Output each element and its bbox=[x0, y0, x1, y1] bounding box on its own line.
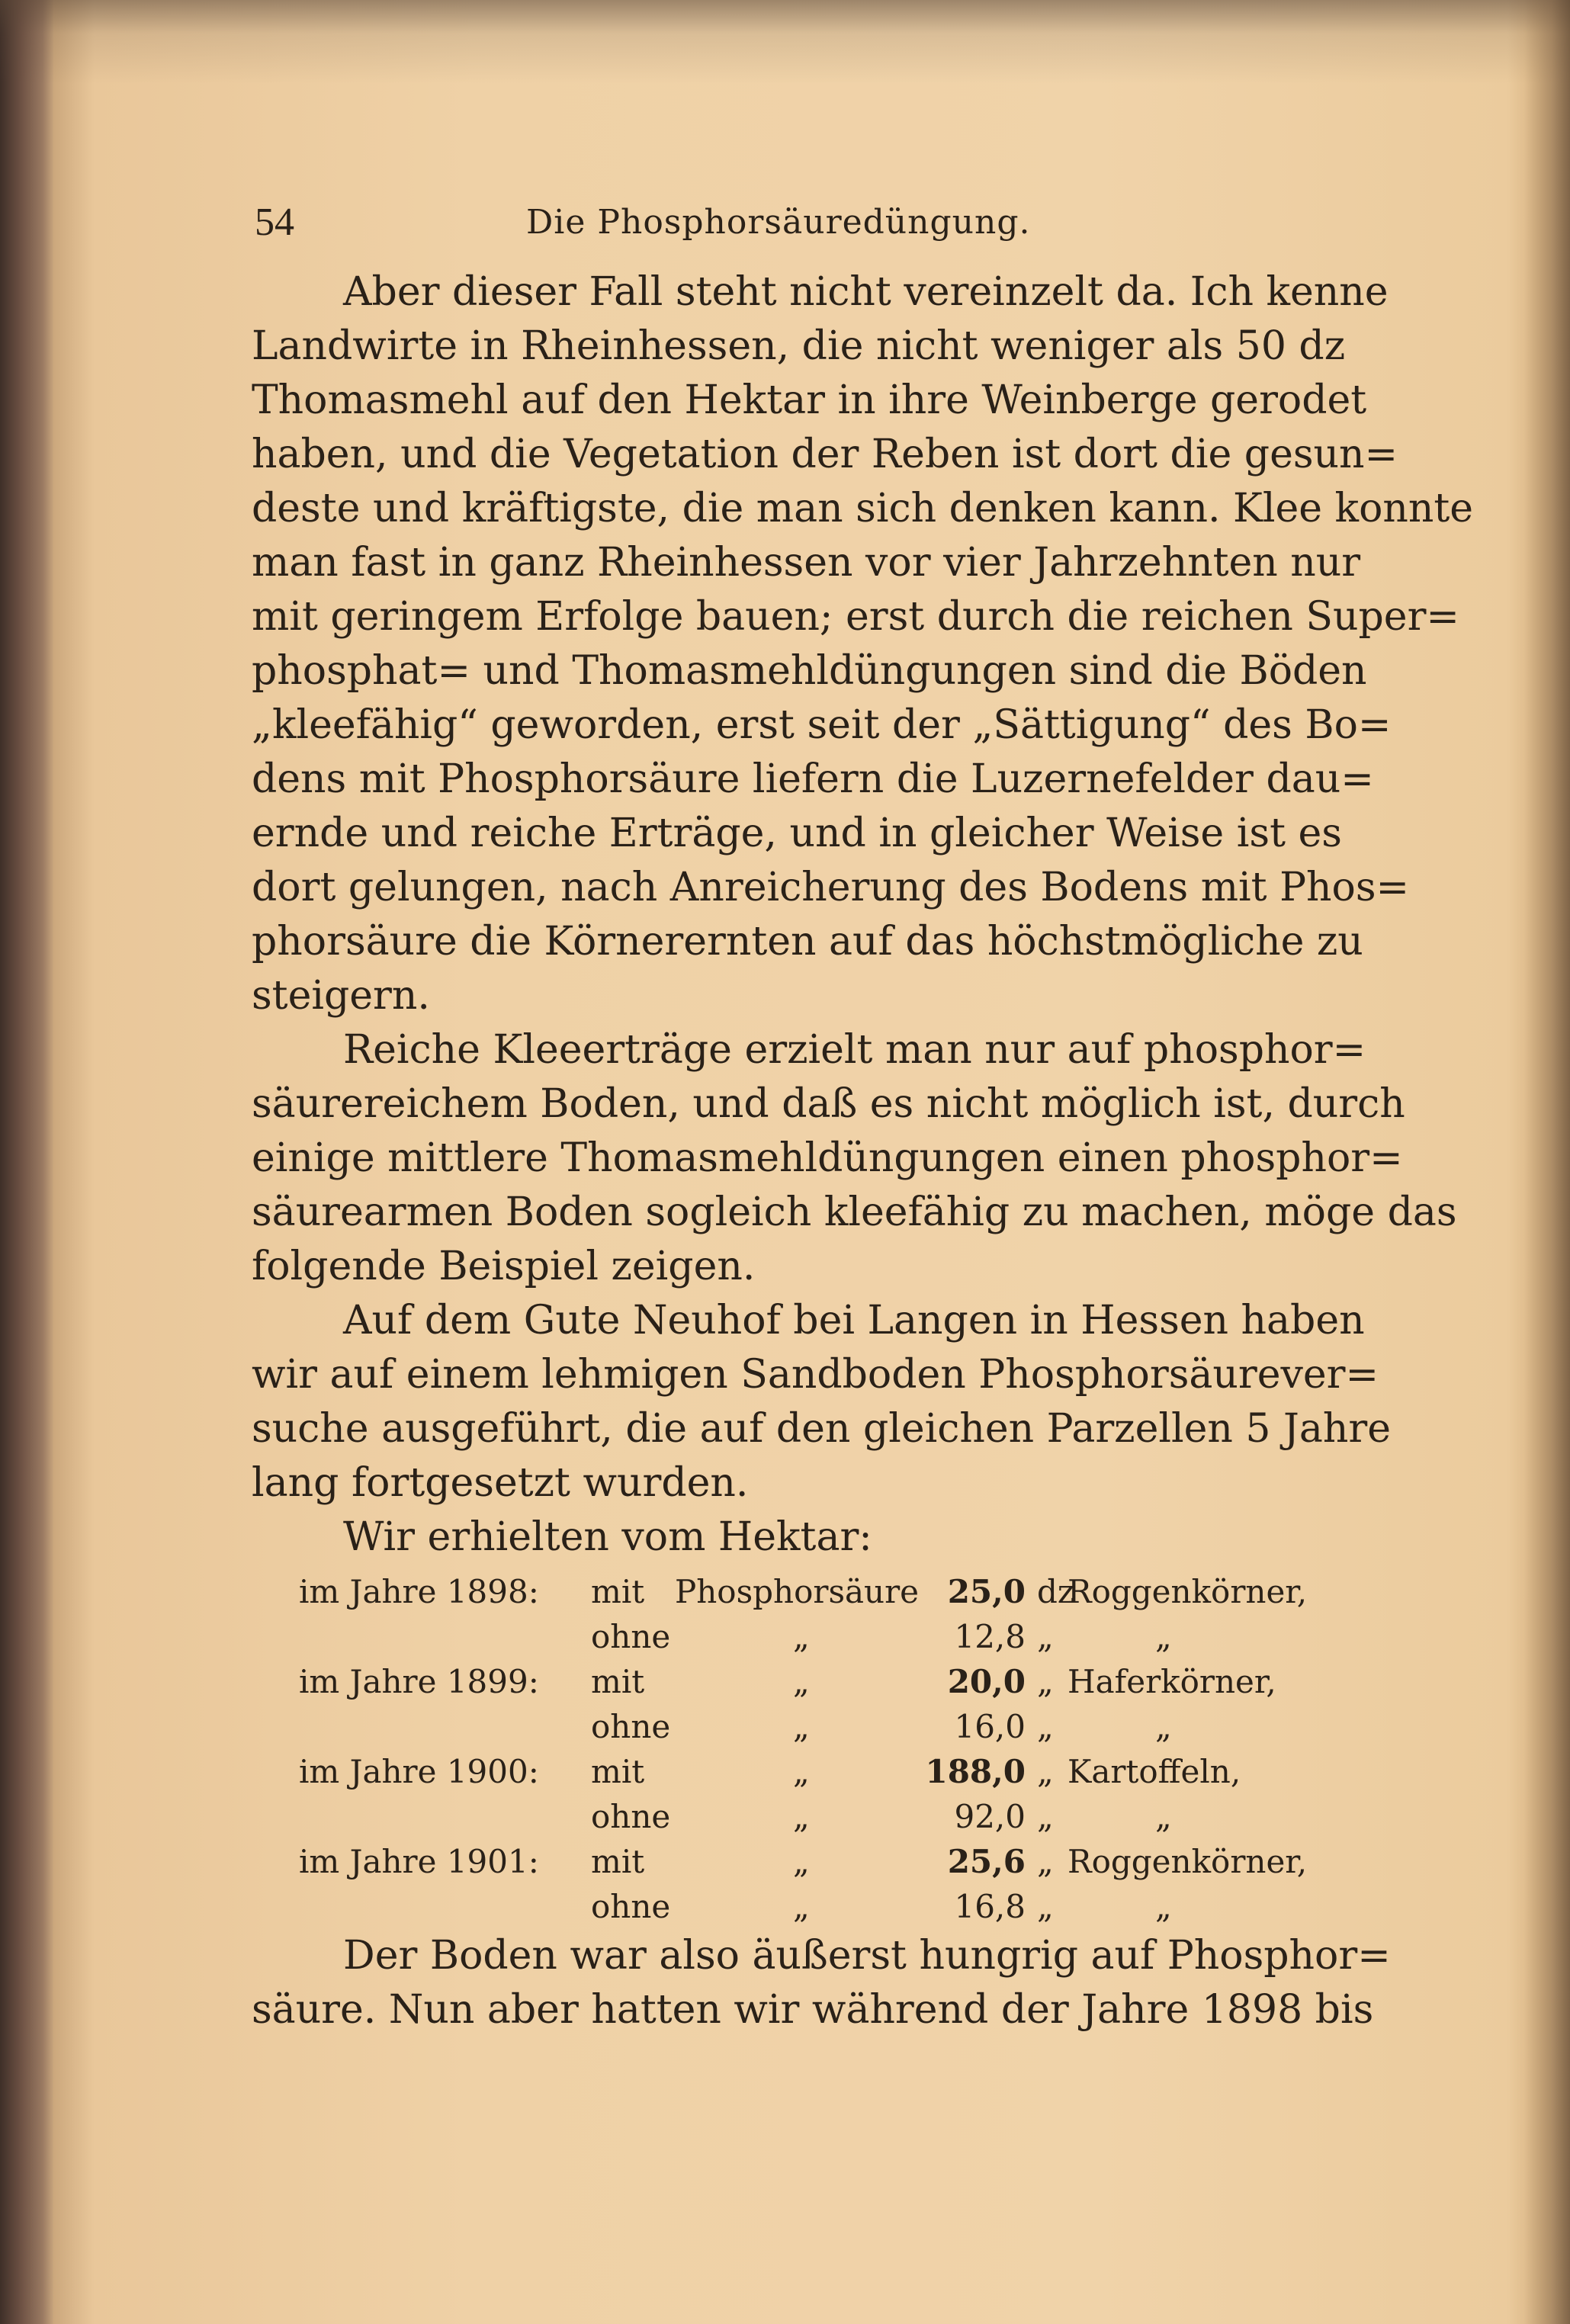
text-line: suche ausgeführt, die auf den gleichen Parzellen 5 Jahre bbox=[252, 1406, 1391, 1452]
text-line: wir auf einem lehmigen Sandboden Phosphorsäurever= bbox=[252, 1352, 1379, 1398]
crop-cell: Haferkörner, bbox=[1068, 1663, 1276, 1700]
table-row bbox=[252, 1704, 1342, 1749]
yield-value-cell: 25,0 bbox=[947, 1573, 1026, 1610]
paragraph-1 bbox=[252, 265, 1474, 1023]
treatment-cell: ohne bbox=[591, 1888, 671, 1925]
text-line: phosphat= und Thomasmehldüngungen sind die Böden bbox=[252, 648, 1367, 694]
year-cell: im Jahre 1898: bbox=[299, 1573, 539, 1610]
text-line: dens mit Phosphorsäure liefern die Luzernefelder dau= bbox=[252, 756, 1374, 802]
text-line: säurereichem Boden, und daß es nicht möglich ist, durch bbox=[252, 1081, 1405, 1127]
paragraph-5 bbox=[252, 1929, 1391, 2037]
text-line: „kleefähig“ geworden, erst seit der „Sättigung“ des Bo= bbox=[252, 702, 1392, 748]
year-cell: im Jahre 1899: bbox=[299, 1663, 539, 1700]
yield-value-cell: 92,0 bbox=[954, 1798, 1026, 1835]
page-top-shadow bbox=[0, 0, 1570, 84]
unit-cell: „ bbox=[1037, 1888, 1054, 1925]
crop-ditto-mark: „ bbox=[1155, 1888, 1172, 1925]
yield-value-cell: 25,6 bbox=[947, 1843, 1026, 1880]
text-line: säure. Nun aber hatten wir während der Jahre 1898 bis bbox=[252, 1987, 1374, 2033]
text-line: Aber dieser Fall steht nicht vereinzelt da. Ich kenne bbox=[343, 269, 1389, 315]
year-cell: im Jahre 1900: bbox=[299, 1753, 539, 1790]
text-line: haben, und die Vegetation der Reben ist dort die gesun= bbox=[252, 432, 1398, 477]
yield-table bbox=[252, 1569, 1342, 1929]
ditto-mark: „ bbox=[793, 1888, 810, 1925]
unit-cell: „ bbox=[1037, 1843, 1054, 1880]
treatment-cell: mit bbox=[591, 1843, 645, 1880]
unit-cell: „ bbox=[1037, 1798, 1054, 1835]
text-line: dort gelungen, nach Anreicherung des Bodens mit Phos= bbox=[252, 865, 1410, 910]
ditto-mark: „ bbox=[793, 1663, 810, 1700]
table-row bbox=[252, 1659, 1342, 1704]
text-line: Thomasmehl auf den Hektar in ihre Weinberge gerodet bbox=[252, 377, 1367, 423]
paragraph-3 bbox=[252, 1294, 1391, 1510]
text-line: man fast in ganz Rheinhessen vor vier Jahrzehnten nur bbox=[252, 540, 1361, 586]
running-title: Die Phosphorsäuredüngung. bbox=[526, 203, 1031, 242]
yield-value-cell: 188,0 bbox=[925, 1753, 1026, 1790]
year-cell: im Jahre 1901: bbox=[299, 1843, 539, 1880]
table-row bbox=[252, 1569, 1342, 1614]
table-row bbox=[252, 1884, 1342, 1929]
page-content bbox=[252, 183, 1474, 2037]
treatment-cell: ohne bbox=[591, 1798, 671, 1835]
text-line: Wir erhielten vom Hektar: bbox=[343, 1514, 872, 1560]
text-line: einige mittlere Thomasmehldüngungen einen phosphor= bbox=[252, 1135, 1403, 1181]
ditto-mark: „ bbox=[793, 1798, 810, 1835]
crop-cell: Roggenkörner, bbox=[1068, 1843, 1308, 1880]
substance-cell: Phosphorsäure bbox=[675, 1573, 920, 1610]
text-line: folgende Beispiel zeigen. bbox=[252, 1244, 756, 1289]
crop-ditto-mark: „ bbox=[1155, 1708, 1172, 1745]
table-row bbox=[252, 1839, 1342, 1884]
text-line: Der Boden war also äußerst hungrig auf Phosphor= bbox=[343, 1933, 1391, 1979]
yield-value-cell: 12,8 bbox=[954, 1618, 1026, 1655]
text-line: Reiche Kleeerträge erzielt man nur auf phosphor= bbox=[343, 1027, 1366, 1073]
text-line: deste und kräftigste, die man sich denken kann. Klee konnte bbox=[252, 486, 1474, 531]
yield-value-cell: 16,0 bbox=[954, 1708, 1026, 1745]
text-line: Auf dem Gute Neuhof bei Langen in Hessen haben bbox=[343, 1298, 1365, 1343]
treatment-cell: mit bbox=[591, 1663, 645, 1700]
unit-cell: „ bbox=[1037, 1708, 1054, 1745]
crop-cell: Roggenkörner, bbox=[1068, 1573, 1308, 1610]
unit-cell: „ bbox=[1037, 1618, 1054, 1655]
text-line: Landwirte in Rheinhessen, die nicht weniger als 50 dz bbox=[252, 323, 1346, 369]
page-header bbox=[252, 183, 1342, 252]
unit-cell: „ bbox=[1037, 1663, 1054, 1700]
text-line: steigern. bbox=[252, 973, 430, 1019]
treatment-cell: mit bbox=[591, 1753, 645, 1790]
crop-cell: Kartoffeln, bbox=[1068, 1753, 1241, 1790]
paragraph-4 bbox=[252, 1510, 1342, 1565]
text-line: ernde und reiche Erträge, und in gleicher Weise ist es bbox=[252, 811, 1342, 856]
unit-cell: dz bbox=[1037, 1573, 1075, 1610]
treatment-cell: ohne bbox=[591, 1708, 671, 1745]
page-number: 54 bbox=[255, 201, 294, 244]
table-row bbox=[252, 1614, 1342, 1659]
unit-cell: „ bbox=[1037, 1753, 1054, 1790]
text-line: lang fortgesetzt wurden. bbox=[252, 1460, 749, 1506]
ditto-mark: „ bbox=[793, 1708, 810, 1745]
text-line: säurearmen Boden sogleich kleefähig zu machen, möge das bbox=[252, 1189, 1457, 1235]
table-row bbox=[252, 1794, 1342, 1839]
ditto-mark: „ bbox=[793, 1753, 810, 1790]
crop-ditto-mark: „ bbox=[1155, 1618, 1172, 1655]
treatment-cell: mit bbox=[591, 1573, 645, 1610]
yield-value-cell: 16,8 bbox=[954, 1888, 1026, 1925]
page-right-edge bbox=[1524, 0, 1570, 2324]
book-spine bbox=[0, 0, 53, 2324]
ditto-mark: „ bbox=[793, 1618, 810, 1655]
paragraph-2 bbox=[252, 1023, 1457, 1294]
ditto-mark: „ bbox=[793, 1843, 810, 1880]
text-line: phorsäure die Körnerernten auf das höchstmögliche zu bbox=[252, 919, 1363, 965]
text-line: mit geringem Erfolge bauen; erst durch die reichen Super= bbox=[252, 594, 1459, 640]
yield-value-cell: 20,0 bbox=[947, 1663, 1026, 1700]
table-row bbox=[252, 1749, 1342, 1794]
treatment-cell: ohne bbox=[591, 1618, 671, 1655]
crop-ditto-mark: „ bbox=[1155, 1798, 1172, 1835]
